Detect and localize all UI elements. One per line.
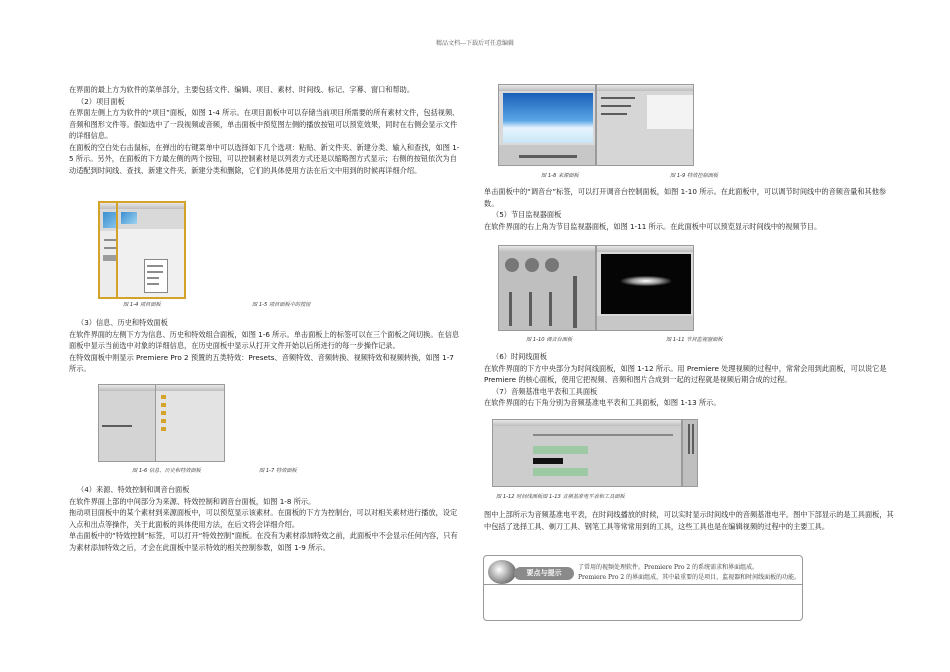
right-column-2 [484,351,894,409]
paragraph: 在界面的最上方为软件的菜单部分，主要包括文件、编辑、项目、素材、时间线、标记、字幕、窗口和帮助。 [69,85,415,94]
caption: 图 1-8 来源面板 [541,173,579,179]
section-heading: （4）来源、特效控制和调音台面板 [77,485,190,494]
tip-line: Premiere Pro 2 的界面组成，其中最重要的是项目，监视器和时间线面板的功能。 [578,574,801,581]
paragraph: 在软件界面的右下角分别为音频基准电平表和工具面板，如图 1-13 所示。 [484,398,721,407]
left-column-3 [69,484,462,553]
paragraph: 在软件界面的下方中央部分为时间线面板，如图 1-12 所示。用 Premiere 处理视频的过程中，常常会用到此面板，可以说它是 Premiere 的核心面板，使用它把视频、音频和图片合成到一起的过程就是视频后期合成的过程。 [484,363,887,384]
figure-effect-controls-panel [596,84,694,166]
paragraph: 在界面左侧上方为软件的“项目”面板，如图 1-4 所示。在项目面板中可以存储当前项目所需要的所有素材文件，包括视频、音频和图形文件等。假如选中了一段视频或音频，单击面板中预览图左侧的播放按钮可以预览效果，同时在右侧会显示文件的详细信息。 [69,108,460,140]
paragraph: 拖动项目面板中的某个素材到来源面板中，可以预览显示该素材。在面板的下方为控制台，可以对相关素材进行播放，设定入点和出点等操作，关于此面板的具体使用方法，在后文将会详细介绍。 [69,508,458,529]
caption: 图 1-9 特效控制面板 [670,173,719,179]
section-heading: （2）项目面板 [77,96,125,106]
paragraph: 在面板的空白处右击鼠标，在弹出的右键菜单中可以选择如下几个选项：粘贴、新文件夹、新建分类、输入和查找，如图 1-5 所示。另外，在面板的下方最左侧的两个按钮，可以控制素材是以列表方式还是以缩略图方式显示；右侧的按钮依次为自动适配到时间线、查找、新建文件夹、新建分类和删除，它们的具体使用方法在后文中用到的时候再详细介绍。 [69,142,460,175]
section-heading: （3）信息、历史和特效面板 [77,318,168,327]
page-header: 精品文档---下载后可任意编辑 [435,40,515,47]
tip-box [483,555,803,621]
right-column-3 [484,509,894,532]
caption: 图 1-5 项目面板中的按钮 [252,302,311,308]
caption: 图 1-7 特效面板 [259,468,297,474]
paragraph: 在软件界面的右上角为节目监视器面板，如图 1-11 所示。在此面板中可以预览显示时间线中的视频节目。 [484,221,822,231]
paragraph: 单击面板中的“特效控制”标签，可以打开“特效控制”面板。在没有为素材添加特效之前，此面板中不会显示任何内容，只有为素材添加特效之后，才会在此面板中显示特效的相关控制参数，如图 1-9 所示。 [69,531,458,552]
figure-project-panel-buttons [116,201,186,299]
divider [484,584,802,585]
left-column-2 [69,317,462,375]
caption: 图 1-6 信息、历史和特效面板 [132,468,201,474]
caption: 图 1-4 项目面板 [123,302,161,308]
tip-text [578,563,800,583]
tip-icon [488,560,516,584]
figure-effects-panel [155,384,225,462]
paragraph: 在软件界面上部的中间部分为来源、特效控制和调音台面板，如图 1-8 所示。 [69,496,316,506]
caption: 图 1-10 调音台面板 [526,337,573,343]
paragraph: 图中上部所示为音频基准电平表，在时间线播放的时候，可以实时显示时间线中的音频基准电平。图中下部显示的是工具面板，其中包括了选择工具、剃刀工具、钢笔工具等常常用到的工具，这些工具也是在编辑视频的过程中的主要工具。 [484,510,894,531]
paragraph: 在特效面板中则显示 Premiere Pro 2 预置的五类特效：Presets、音频特效、音频转换、视频特效和视频转换，如图 1-7 所示。 [69,352,454,373]
section-heading: （7）音频基准电平表和工具面板 [492,386,598,396]
paragraph: 在软件界面的左侧下方为信息、历史和特效组合面板，如图 1-6 所示。单击面板上的标签可以在三个面板之间切换。在信息面板中显示当前选中对象的详细信息，在历史面板中显示从打开文件开始以后所进行的每一步操作记录。 [69,329,460,350]
left-column [69,84,462,176]
section-heading: （6）时间线面板 [492,352,547,361]
figure-timeline-panel [492,419,682,487]
figure-program-monitor-panel [596,245,694,331]
figure-source-panel [498,84,596,166]
caption: 图 1-11 节目监视器面板 [666,337,723,343]
figure-audio-mixer-panel [498,245,596,331]
tip-badge: 要点与提示 [514,567,574,580]
tip-line: 了常用的视频处理软件。Premiere Pro 2 的系统需求和界面组成。 [578,564,759,571]
figure-audio-meter-tools [682,419,698,487]
right-column [484,186,894,232]
caption: 图 1-12 时间线面板图 1-13 音频基准电平表和工具面板 [496,494,625,500]
paragraph: 单击面板中的“调音台”标签，可以打开调音台控制面板，如图 1-10 所示。在此面板中，可以调节时间线中的音频音量和其他参数。 [484,187,887,208]
section-heading: （5）节目监视器面板 [492,210,562,219]
